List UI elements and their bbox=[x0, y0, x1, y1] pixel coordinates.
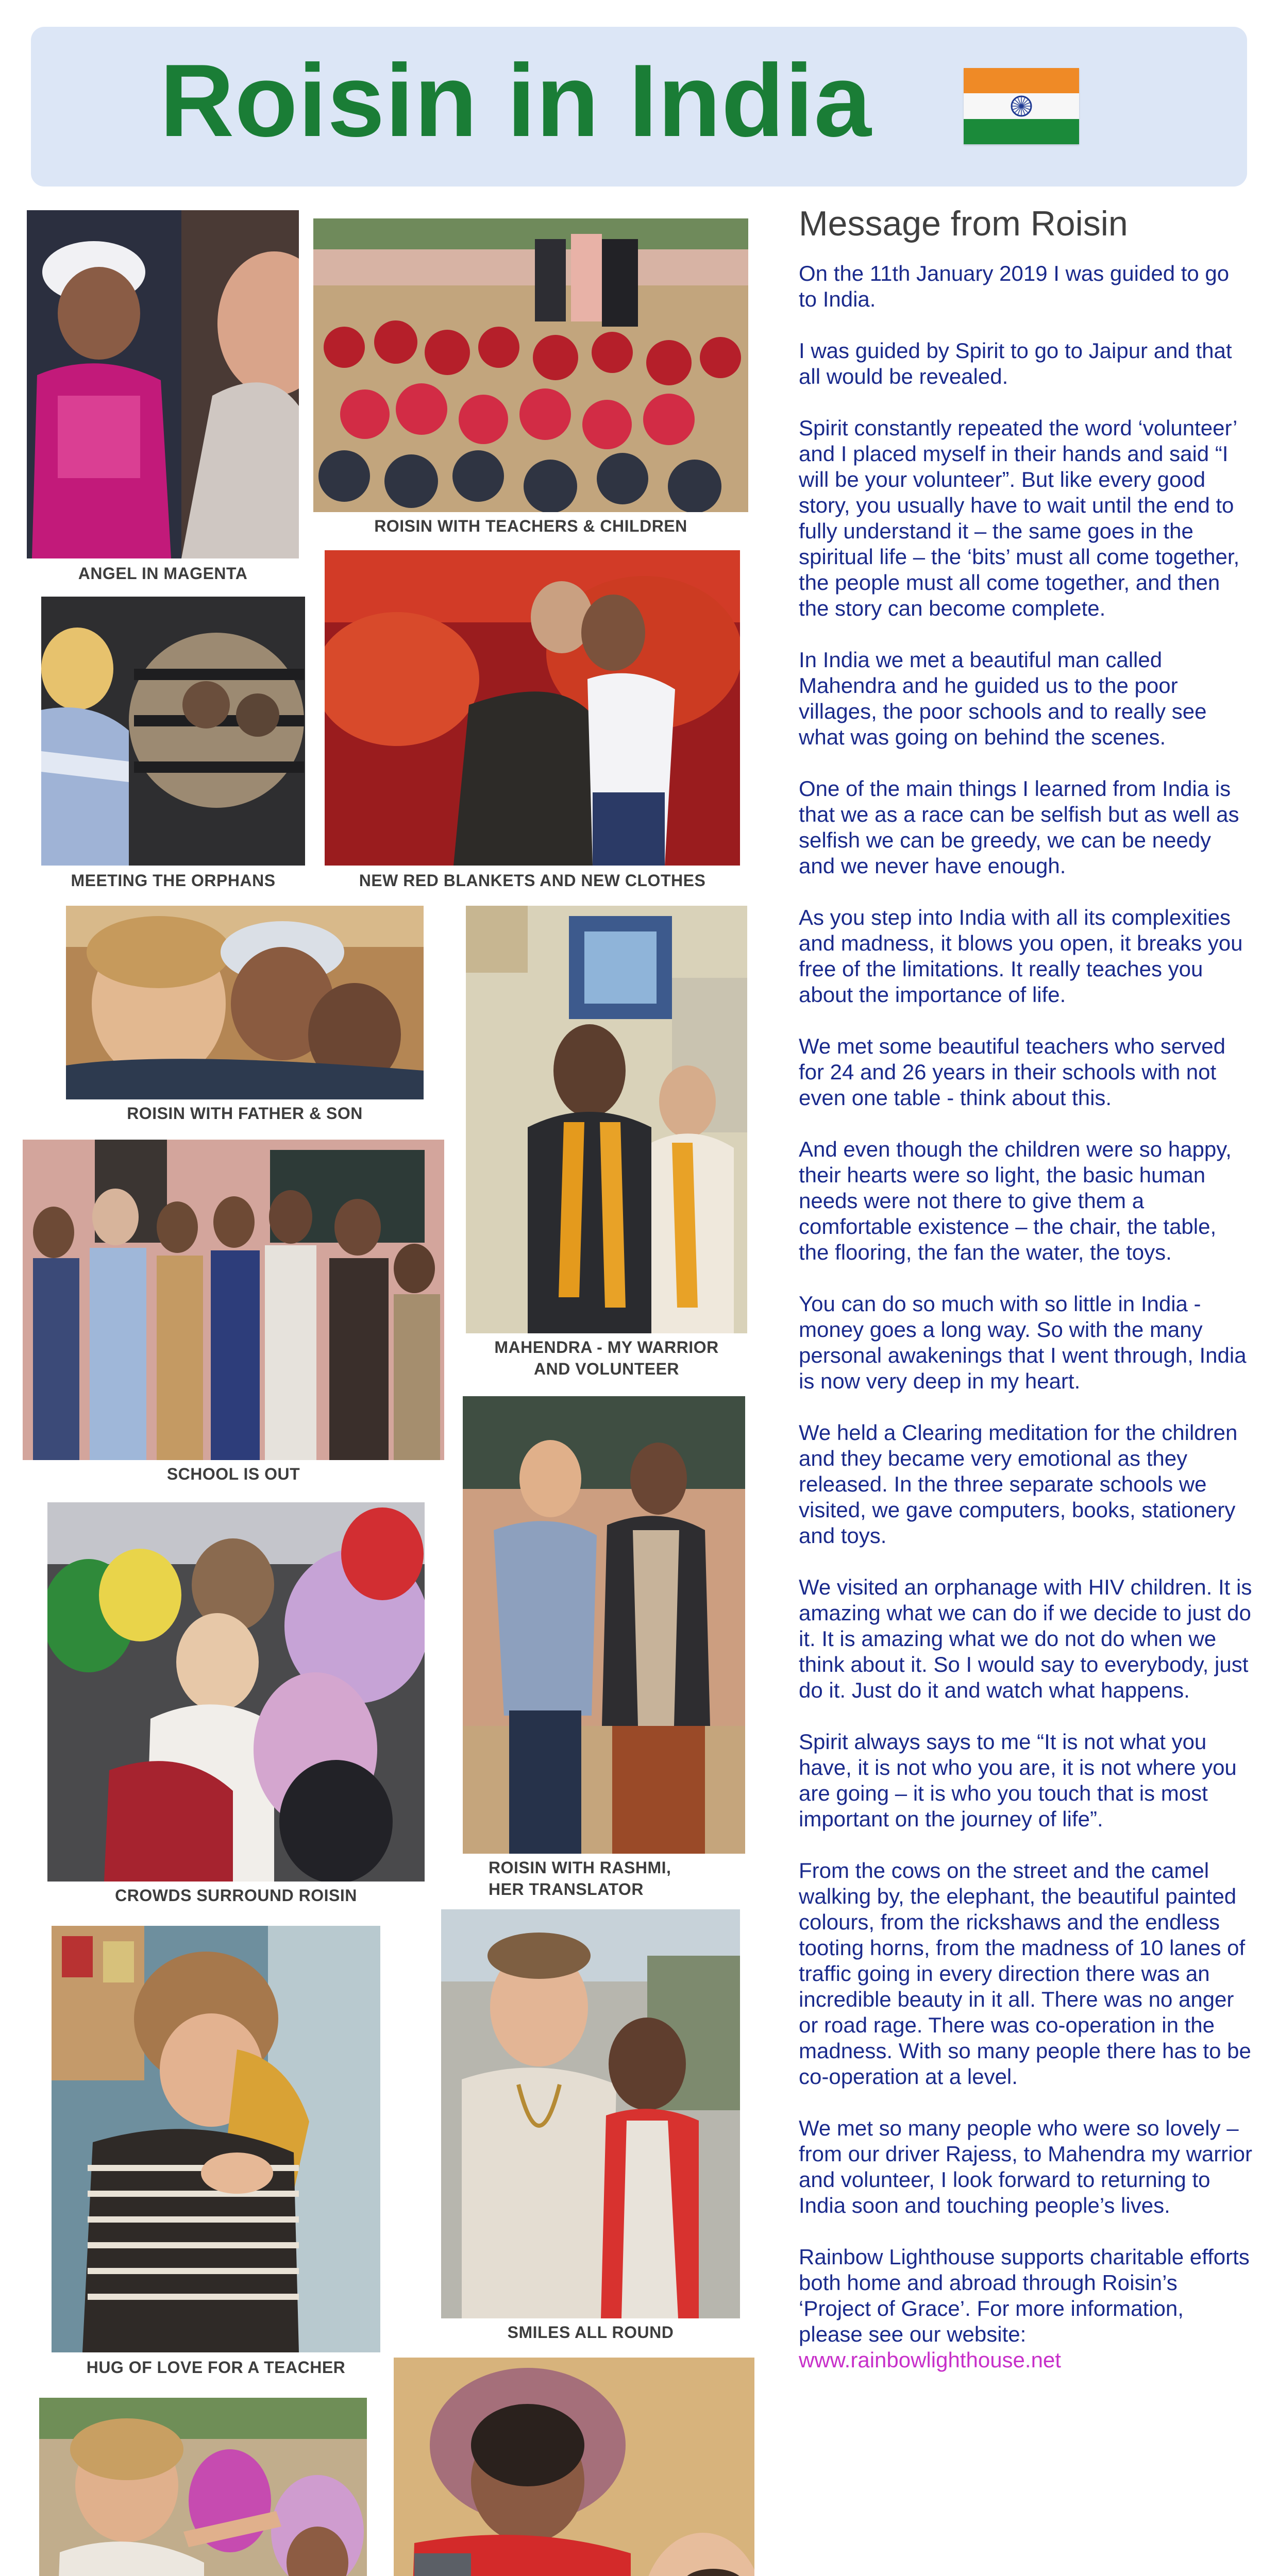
message-closing bbox=[799, 2244, 1252, 2373]
caption-roisin-with-rashmi bbox=[489, 1857, 720, 1900]
photo-roisin-with-father-son bbox=[66, 906, 424, 1099]
caption-smiles-all-round: SMILES ALL ROUND bbox=[507, 2323, 674, 2342]
photo-healing-at-the-temple bbox=[39, 2398, 367, 2576]
message-paragraph: We visited an orphanage with HIV children. It is amazing what we can do if we decide to just do it. It is amazing what we do not do when we think about it. So I would say to everybody, just do it. Just do it and watch what happens. bbox=[799, 1575, 1252, 1702]
website-link[interactable]: www.rainbowlighthouse.net bbox=[799, 2348, 1061, 2372]
caption-mahendra-line-2: AND VOLUNTEER bbox=[533, 1360, 680, 1378]
photo-hug-of-love bbox=[52, 1926, 380, 2352]
caption-roisin-with-teachers-children: ROISIN WITH TEACHERS & CHILDREN bbox=[374, 517, 687, 535]
message-paragraph: We met some beautiful teachers who served for 24 and 26 years in their schools with not even one table - think about this. bbox=[799, 1034, 1225, 1110]
caption-rashmi-line-2: HER TRANSLATOR bbox=[489, 1880, 644, 1899]
page-title: Roisin in India bbox=[160, 43, 872, 158]
message-paragraph: From the cows on the street and the camel walking by, the elephant, the beautiful painted colours, from the rickshaws and the endless tooting horns, from the madness of 10 lanes of traffic going in every direction there was an incredible beauty in it all. There was no anger or road rage. There was co-operation in the madness. With so many people there has to be co-operation at a level. bbox=[799, 1858, 1251, 2089]
caption-meeting-the-orphans: MEETING THE ORPHANS bbox=[71, 871, 276, 890]
message-paragraph: I was guided by Spirit to go to Jaipur and that all would be revealed. bbox=[799, 338, 1232, 388]
caption-new-red-blankets: NEW RED BLANKETS AND NEW CLOTHES bbox=[359, 871, 706, 890]
message-paragraph: Spirit constantly repeated the word ‘volunteer’ and I placed myself in their hands and said “I will be your volunteer”. But like every good story, you usually have to wait until the end to fully understand it – the same goes in the spiritual life – the ‘bits’ must all come together, the people must all come together, and then the story can become complete. bbox=[799, 416, 1240, 620]
message-paragraph: We held a Clearing meditation for the children and they became very emotional as they released. In the three separate schools we visited, we gave computers, books, stationery and toys. bbox=[799, 1420, 1238, 1548]
message-heading: Message from Roisin bbox=[799, 204, 1128, 243]
caption-mahendra bbox=[456, 1336, 758, 1380]
message-paragraph: And even though the children were so happy, their hearts were so light, the basic human needs were not there to give them a comfortable existence – the chair, the table, the flooring, the fan the water, the toys. bbox=[799, 1137, 1232, 1264]
message-paragraph: One of the main things I learned from India is that we as a race can be selfish but as well as selfish we can be greedy, we can be needy and we never have enough. bbox=[799, 776, 1239, 878]
message-paragraph: We met so many people who were so lovely – from our driver Rajess, to Mahendra my warrior and volunteer, I look forward to returning to India soon and touching people’s lives. bbox=[799, 2116, 1252, 2217]
caption-crowds-surround-roisin: CROWDS SURROUND ROISIN bbox=[115, 1886, 357, 1905]
message-paragraph: You can do so much with so little in India - money goes a long way. So with the many personal awakenings that I went through, India is now very deep in my heart. bbox=[799, 1292, 1247, 1393]
caption-angel-in-magenta: ANGEL IN MAGENTA bbox=[78, 564, 248, 583]
photo-meeting-the-orphans bbox=[41, 597, 305, 866]
closing-text: Rainbow Lighthouse supports charitable efforts both home and abroad through Roisin’s ‘Project of Grace’. For more information, please see our website: bbox=[799, 2245, 1250, 2346]
caption-roisin-with-father-son: ROISIN WITH FATHER & SON bbox=[127, 1104, 363, 1123]
caption-mahendra-line-1: MAHENDRA - MY WARRIOR bbox=[494, 1338, 719, 1357]
photo-crowds-surround-roisin bbox=[47, 1502, 425, 1882]
photo-roisin-with-teachers-children bbox=[313, 218, 748, 512]
india-flag-icon bbox=[964, 68, 1079, 144]
photo-smiles-all-round bbox=[441, 1909, 740, 2318]
photo-mahendra bbox=[466, 906, 747, 1333]
caption-hug-of-love: HUG OF LOVE FOR A TEACHER bbox=[86, 2358, 346, 2377]
photo-new-red-blankets bbox=[325, 550, 740, 866]
photo-roisin-with-rashmi bbox=[463, 1396, 745, 1854]
message-body bbox=[799, 261, 1252, 2373]
caption-rashmi-line-1: ROISIN WITH RASHMI, bbox=[489, 1858, 671, 1877]
caption-school-is-out: SCHOOL IS OUT bbox=[166, 1465, 300, 1483]
message-paragraph: In India we met a beautiful man called Mahendra and he guided us to the poor villages, the poor schools and to really see what was going on behind the scenes. bbox=[799, 648, 1207, 749]
message-paragraph: Spirit always says to me “It is not what you have, it is not who you are, it is not where you are going – it is who you touch that is most important on the journey of life”. bbox=[799, 1730, 1237, 1831]
photo-angel-in-magenta bbox=[27, 210, 299, 558]
photo-earning-his-trust bbox=[394, 2358, 754, 2576]
photo-school-is-out bbox=[23, 1140, 444, 1460]
message-paragraph: On the 11th January 2019 I was guided to go to India. bbox=[799, 261, 1230, 311]
message-paragraph: As you step into India with all its complexities and madness, it blows you open, it breaks you free of the limitations. It really teaches you about the importance of life. bbox=[799, 905, 1243, 1007]
